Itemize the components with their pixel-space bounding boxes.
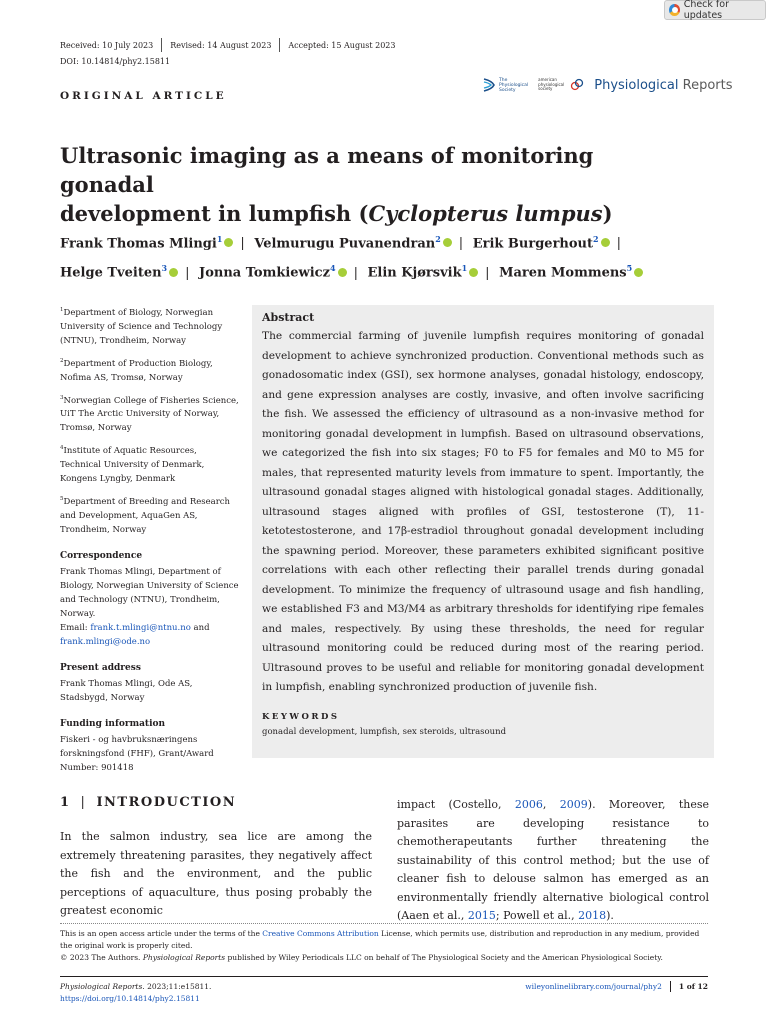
author-separator: | (485, 265, 490, 281)
body-text: ). (606, 909, 614, 922)
present-address-heading: Present address (60, 663, 141, 674)
correspondence-address: Frank Thomas Mlingi, Department of Biology, Norwegian University of Science and Technology (NTNU), Trondheim, Norway. (60, 567, 239, 620)
intro-left-column: In the salmon industry, sea lice are among the extremely threatening parasites, they negatively affect the fish and the environment, and the public perceptions of aquaculture, thus posing probably the greatest economic (60, 830, 372, 917)
society-name-line: The (499, 77, 508, 83)
affiliation-sup: 5 (626, 263, 633, 274)
author-name[interactable]: Velmurugu Puvanendran (254, 236, 436, 252)
journal-site-link[interactable]: wileyonlinelibrary.com/journal/phy2 (525, 982, 662, 991)
abstract-text: The commercial farming of juvenile lumpfish requires monitoring of gonadal development to achieve synchronized production. Conventional methods such as gonadosomatic index (GSI), sex hormone analyses, gonadal histology, endoscopy, and gene expression analyses are costly, invasive, and often involve sacrificing the fish. We assessed the efficiency of ultrasound as a non-invasive method for monitoring gonadal development in lumpfish. Based on ultrasound observations, we categorized the fish into six stages; F0 to F5 for females and M0 to M5 for males, that represented maturity levels from immature to spent. Importantly, the ultrasound gonadal stages aligned with histological gonadal stages. Additionally, ultrasound stages aligned with profiles of GSI, testosterone (T), 11-ketotestosterone, and 17β-estradiol throughout gonadal development including the spawning period. Moreover, these parameters exhibited significant positive correlations with each other reflecting their parallel trends during gonadal development. To minimize the frequency of ultrasound usage and fish handling, we established F3 and M3/M4 as arbitrary thresholds for identifying ripe females and males, respectively. By using these thresholds, the need for regular ultrasound monitoring could be reduced during most of the rearing period. Ultrasound proves to be useful and reliable for monitoring gonadal development in lumpfish, enabling synchronized production of juvenile fish. (262, 330, 704, 693)
author-name[interactable]: Erik Burgerhout (472, 236, 594, 252)
aps-name-line: society (538, 86, 553, 92)
email-conjunction: and (190, 623, 210, 634)
license-notice (60, 928, 710, 964)
section-divider: | (80, 795, 87, 810)
journal-name-part: Physiological (594, 77, 679, 93)
body-text: ; Powell et al., (495, 909, 579, 922)
affiliation-sup: 1 (216, 234, 223, 244)
cc-license-link[interactable]: Creative Commons Attribution (262, 929, 379, 938)
journal-name (594, 78, 732, 93)
divider (279, 38, 280, 52)
footer-journal: Physiological Reports. (60, 982, 145, 991)
journal-mark-icon (570, 78, 584, 92)
affiliation-sup: 3 (60, 394, 64, 401)
footer-citation (60, 981, 211, 1005)
license-divider (60, 923, 708, 924)
sidebar-info (60, 303, 240, 775)
footer-doi-link[interactable]: https://doi.org/10.14814/phy2.15811 (60, 994, 200, 1003)
copyright-text: © 2023 The Authors. (60, 953, 143, 962)
citation-link[interactable]: 2018 (578, 909, 607, 922)
correspondence-text (60, 565, 240, 649)
article-dates (60, 38, 395, 52)
society-name-line: Physiological (499, 82, 529, 88)
author-list (60, 227, 720, 286)
author-name[interactable]: Jonna Tomkiewicz (199, 265, 330, 281)
title-line: development in lumpfish ( (60, 201, 369, 226)
journal-name-italic: Physiological Reports (142, 953, 226, 962)
affiliation-sup: 2 (593, 234, 599, 244)
article-title (60, 141, 680, 228)
email-label: Email: (60, 623, 91, 634)
footer-divider (60, 976, 708, 977)
affiliation-sup: 5 (60, 496, 64, 503)
affiliation-text: Department of Production Biology, Nofima AS, Tromsø, Norway (60, 358, 213, 383)
section-heading (60, 795, 236, 810)
section-title: INTRODUCTION (96, 795, 237, 810)
aps-logo (538, 78, 564, 92)
physiological-society-icon (482, 77, 496, 93)
divider (161, 38, 162, 52)
physiological-society-logo (482, 77, 528, 93)
affiliation-sup: 2 (435, 234, 441, 244)
funding-heading: Funding information (60, 719, 166, 730)
author-separator: | (185, 265, 190, 281)
author-name[interactable]: Elin Kjørsvik (367, 265, 462, 281)
aps-name-line: american (538, 77, 557, 83)
abstract-heading: Abstract (262, 311, 315, 324)
affiliation-text: Norwegian College of Fisheries Science, UiT The Arctic University of Norway, Tromsø, Norway (60, 395, 239, 434)
correspondence-heading: Correspondence (60, 551, 143, 562)
received-date: Received: 10 July 2023 (60, 40, 154, 50)
accepted-date: Accepted: 15 August 2023 (288, 40, 396, 50)
author-separator: | (616, 236, 621, 252)
intro-right-column (397, 796, 709, 926)
author-name[interactable]: Frank Thomas Mlingi (60, 236, 217, 252)
author-separator: | (458, 236, 464, 252)
author-name[interactable]: Helge Tveiten (60, 265, 162, 281)
orcid-icon[interactable] (169, 268, 178, 277)
body-text: ). Moreover, these parasites are developing resistance to chemotherapeutants further threatening the sustainability of this control method; but the use of cleaner fish to delouse salmon has emerged as an environmentally friendly alternative biological control (Aaen et al., (397, 798, 710, 922)
aps-name-line: physiological (538, 81, 565, 87)
affiliation-sup: 1 (60, 307, 64, 313)
society-name-line: Society (499, 87, 516, 93)
orcid-icon[interactable] (601, 238, 610, 247)
check-for-updates-button[interactable] (664, 0, 766, 20)
crossmark-icon (669, 4, 680, 16)
orcid-icon[interactable] (469, 268, 478, 277)
author-separator: | (240, 236, 245, 252)
keywords-heading: KEYWORDS (262, 711, 340, 722)
footer-right (525, 981, 708, 992)
affiliation-sup: 3 (161, 263, 168, 274)
abstract-box (252, 305, 714, 758)
email-link[interactable]: frank.mlingi@ode.no (60, 637, 151, 648)
affiliation (60, 303, 240, 348)
orcid-icon[interactable] (443, 238, 452, 247)
present-address-text: Frank Thomas Mlingi, Ode AS, Stadsbygd, Norway (60, 679, 193, 704)
affiliation-sup: 1 (461, 263, 468, 274)
affiliation-sup: 2 (60, 357, 64, 364)
affiliation (60, 391, 240, 436)
affiliation (60, 354, 240, 385)
affiliation (60, 492, 240, 537)
journal-logo (482, 77, 733, 93)
body-text: impact (Costello, (397, 798, 515, 811)
author-name[interactable]: Maren Mommens (499, 265, 627, 281)
affiliation-sup: 4 (329, 263, 336, 274)
revised-date: Revised: 14 August 2023 (170, 40, 272, 50)
citation-link[interactable]: 2015 (467, 909, 496, 922)
title-paren: ) (602, 201, 613, 226)
affiliation-text: Institute of Aquatic Resources, Technical University of Denmark, Kongens Lyngby, Denmark (60, 446, 205, 485)
journal-name-part: Reports (682, 77, 733, 93)
affiliation-sup: 4 (60, 445, 64, 452)
orcid-icon[interactable] (338, 268, 347, 277)
divider (670, 981, 671, 992)
keywords-list: gonadal development, lumpfish, sex steroids, ultrasound (262, 726, 507, 737)
footer-volume: 2023;11:e15811. (144, 982, 212, 991)
citation-link[interactable]: 2006 (514, 798, 543, 811)
affiliation (60, 441, 240, 486)
copyright-text: published by Wiley Periodicals LLC on behalf of The Physiological Society and the American Physiological Society. (225, 953, 663, 962)
license-text: This is an open access article under the terms of the (60, 929, 263, 938)
body-text: , (542, 798, 560, 811)
orcid-icon[interactable] (224, 238, 233, 247)
affiliation-text: Department of Biology, Norwegian University of Science and Technology (NTNU), Trondheim, Norway (60, 307, 223, 346)
license-text: License, which permits use, distribution and reproduction in any medium, provided the original work is properly cited. (60, 929, 700, 950)
title-line: Ultrasonic imaging as a means of monitoring gonadal (60, 143, 594, 197)
species-name: Cyclopterus lumpus (368, 201, 603, 226)
page-number: 1 of 12 (678, 982, 708, 991)
funding-text: Fiskeri - og havbruksnæringens forskningsfond (FHF), Grant/Award Number: 901418 (60, 735, 214, 774)
author-separator: | (353, 265, 358, 281)
article-doi: DOI: 10.14814/phy2.15811 (60, 57, 171, 66)
affiliation-text: Department of Breeding and Research and Development, AquaGen AS, Trondheim, Norway (60, 497, 231, 536)
check-for-updates-label: Check for updates (683, 0, 729, 21)
article-type: ORIGINAL ARTICLE (60, 90, 227, 102)
section-number: 1 (60, 795, 71, 810)
orcid-icon[interactable] (634, 268, 643, 277)
citation-link[interactable]: 2009 (559, 798, 588, 811)
email-link[interactable]: frank.t.mlingi@ntnu.no (90, 623, 191, 634)
